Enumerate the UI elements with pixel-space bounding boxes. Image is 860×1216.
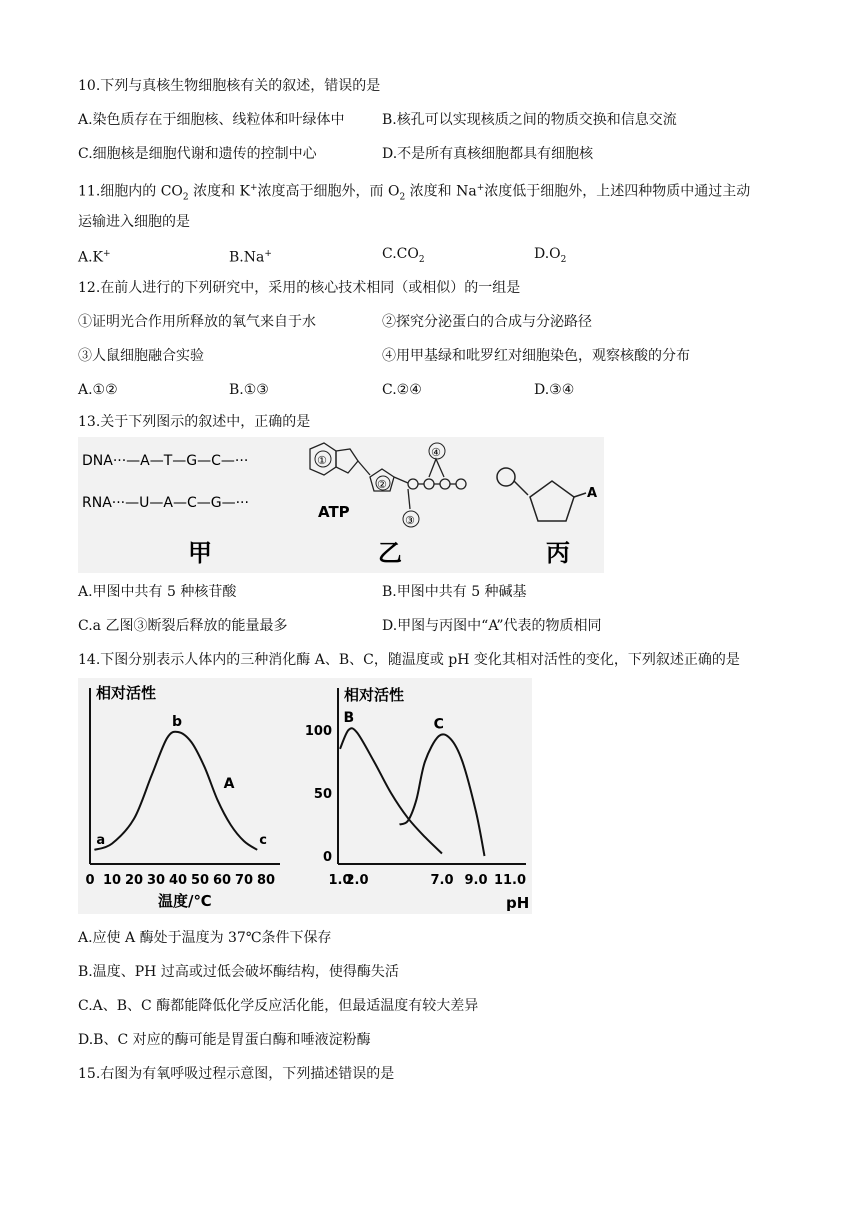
option-text: C.CO (382, 246, 419, 262)
rna-strand: RNA···—U—A—C—G—··· (82, 495, 249, 511)
ph-x-tick-label: 9.0 (464, 873, 488, 888)
temp-x-tick-label: 80 (256, 873, 276, 888)
ph-y-tick-label: 0 (322, 850, 332, 865)
temp-x-tick-label: 20 (124, 873, 144, 888)
q12-option-d: D.③④ (534, 382, 575, 398)
q12-item-4: ④用甲基绿和吡罗红对细胞染色，观察核酸的分布 (382, 348, 690, 364)
dna-strand: DNA···—A—T—G—C—··· (82, 453, 249, 469)
phosphate-2 (424, 479, 434, 489)
ph-x-tick-label: 1.0 (328, 873, 352, 888)
q11-stem-part: 浓度高于细胞外，而 O (257, 183, 400, 200)
q12-option-c: C.②④ (382, 382, 422, 398)
q14-option-b: B.温度、PH 过高或过低会破坏酶结构，使得酶失活 (78, 964, 399, 980)
series-c-label: C (433, 716, 444, 733)
option-text: D.O (534, 246, 561, 262)
q10-stem: 10.下列与真核生物细胞核有关的叙述，错误的是 (78, 78, 381, 94)
temp-x-tick-label: 30 (146, 873, 166, 888)
q10-option-d: D.不是所有真核细胞都具有细胞核 (382, 146, 594, 162)
phosphate-4 (456, 479, 466, 489)
q12-item-1: ①证明光合作用所释放的氧气来自于水 (78, 314, 316, 330)
point-b-label: b (172, 714, 183, 730)
q13-option-d: D.甲图与丙图中“A”代表的物质相同 (382, 618, 602, 634)
q11-stem (78, 178, 750, 207)
point-a-label: a (96, 832, 106, 848)
option-text: A.K (78, 249, 104, 266)
series-a-label: A (223, 775, 235, 792)
panel-yi-caption: 乙 (378, 539, 402, 567)
q11-stem-part: 浓度和 K (188, 183, 250, 200)
ph-x-tick-label: 7.0 (430, 873, 454, 888)
q10-option-c: C.细胞核是细胞代谢和遗传的控制中心 (78, 146, 317, 162)
q14-figure (78, 678, 532, 914)
q10-option-a: A.染色质存在于细胞核、线粒体和叶绿体中 (78, 112, 345, 128)
q11-option-b (229, 244, 272, 268)
superscript: + (476, 183, 485, 193)
ph-y-tick-label: 50 (313, 787, 332, 802)
q11-option-d (534, 244, 566, 270)
pentose-ring (530, 481, 574, 521)
subscript: 2 (399, 192, 406, 203)
q13-stem: 13.关于下列图示的叙述中，正确的是 (78, 414, 311, 430)
subscript: 2 (560, 254, 567, 265)
series-b-label: B (343, 710, 355, 726)
q14-option-a: A.应使 A 酶处于温度为 37℃条件下保存 (78, 930, 332, 946)
q11-stem-part: 11.细胞内的 CO (78, 183, 183, 200)
subscript: 2 (182, 192, 189, 203)
panel-jia-caption: 甲 (188, 539, 212, 567)
phosphate-group (497, 468, 515, 486)
superscript: + (250, 183, 258, 193)
ph-chart-ylabel: 相对活性 (344, 686, 405, 704)
q12-option-a: A.①② (78, 382, 118, 398)
q14-option-c: C.A、B、C 酶都能降低化学反应活化能，但最适温度有较大差异 (78, 998, 479, 1014)
phosphate-sugar-bond (514, 481, 528, 495)
sugar-base-bond (574, 493, 586, 497)
marker-3-leader (408, 489, 410, 509)
ribose-phosphate-bond (394, 477, 408, 483)
q13-option-c: C.a 乙图③断裂后释放的能量最多 (78, 618, 288, 634)
temp-x-tick-label: 50 (190, 873, 210, 888)
high-energy-bond-bracket (429, 459, 444, 477)
q11-stem-part: 浓度和 Na (405, 183, 477, 200)
ph-x-tick-label: 11.0 (493, 873, 527, 888)
q13-option-a: A.甲图中共有 5 种核苷酸 (78, 584, 237, 600)
q11-stem-line2: 运输进入细胞的是 (78, 214, 190, 230)
q12-item-3: ③人鼠细胞融合实验 (78, 348, 204, 364)
series-c-curve (400, 734, 485, 856)
ph-y-tick-label: 100 (304, 724, 332, 739)
q12-option-b: B.①③ (229, 382, 269, 398)
ph-y-ticks (305, 724, 332, 865)
superscript: + (264, 249, 272, 259)
series-b-curve (340, 728, 442, 853)
ph-x-tick-label: 2.0 (345, 873, 369, 888)
temp-chart-ylabel: 相对活性 (96, 684, 157, 702)
temp-x-tick-label: 40 (168, 873, 188, 888)
q11-stem-part: 浓度低于细胞外，上述四种物质中通过主动 (484, 183, 751, 200)
superscript: + (103, 249, 111, 259)
q13-figure (78, 437, 604, 573)
marker-2: ② (377, 478, 387, 491)
q15-stem: 15.右图为有氧呼吸过程示意图，下列描述错误的是 (78, 1066, 395, 1082)
q13-figure-svg (78, 437, 604, 573)
nucleotide-structure (497, 468, 586, 521)
atp-label: ATP (318, 503, 350, 521)
temperature-chart (85, 684, 280, 910)
base-a-label: A (587, 486, 598, 501)
q13-option-b: B.甲图中共有 5 种碱基 (382, 584, 527, 600)
q12-item-2: ②探究分泌蛋白的合成与分泌路径 (382, 314, 592, 330)
temp-x-tick-label: 60 (212, 873, 232, 888)
phosphate-1 (408, 479, 418, 489)
temp-x-tick-label: 0 (85, 873, 95, 888)
adenine-ring-five (336, 449, 358, 473)
ph-chart (305, 686, 529, 912)
q11-option-c (382, 244, 425, 270)
subscript: 2 (418, 254, 425, 265)
q14-stem: 14.下图分别表示人体内的三种消化酶 A、B、C，随温度或 pH 变化其相对活性的变化，下列叙述正确的是 (78, 652, 740, 668)
temp-x-ticks (85, 873, 275, 888)
marker-3: ③ (405, 514, 415, 527)
marker-1: ① (317, 454, 327, 467)
q10-option-b: B.核孔可以实现核质之间的物质交换和信息交流 (382, 112, 677, 128)
point-c-label: c (259, 832, 267, 848)
panel-bing-caption: 丙 (546, 539, 570, 567)
ph-chart-xlabel: pH (506, 894, 530, 912)
enzyme-activity-charts (78, 678, 532, 914)
atp-structure (310, 443, 466, 509)
option-text: B.Na (229, 249, 265, 266)
phosphate-3 (440, 479, 450, 489)
temp-x-tick-label: 10 (102, 873, 122, 888)
temp-x-tick-label: 70 (234, 873, 254, 888)
ph-x-ticks (328, 873, 526, 888)
q14-option-d: D.B、C 对应的酶可能是胃蛋白酶和唾液淀粉酶 (78, 1032, 371, 1048)
q11-option-a (78, 244, 111, 268)
temp-chart-xlabel: 温度/℃ (158, 892, 212, 910)
glycosidic-bond (358, 461, 370, 475)
marker-4: ④ (431, 446, 441, 459)
q12-stem: 12.在前人进行的下列研究中，采用的核心技术相同（或相似）的一组是 (78, 280, 521, 296)
